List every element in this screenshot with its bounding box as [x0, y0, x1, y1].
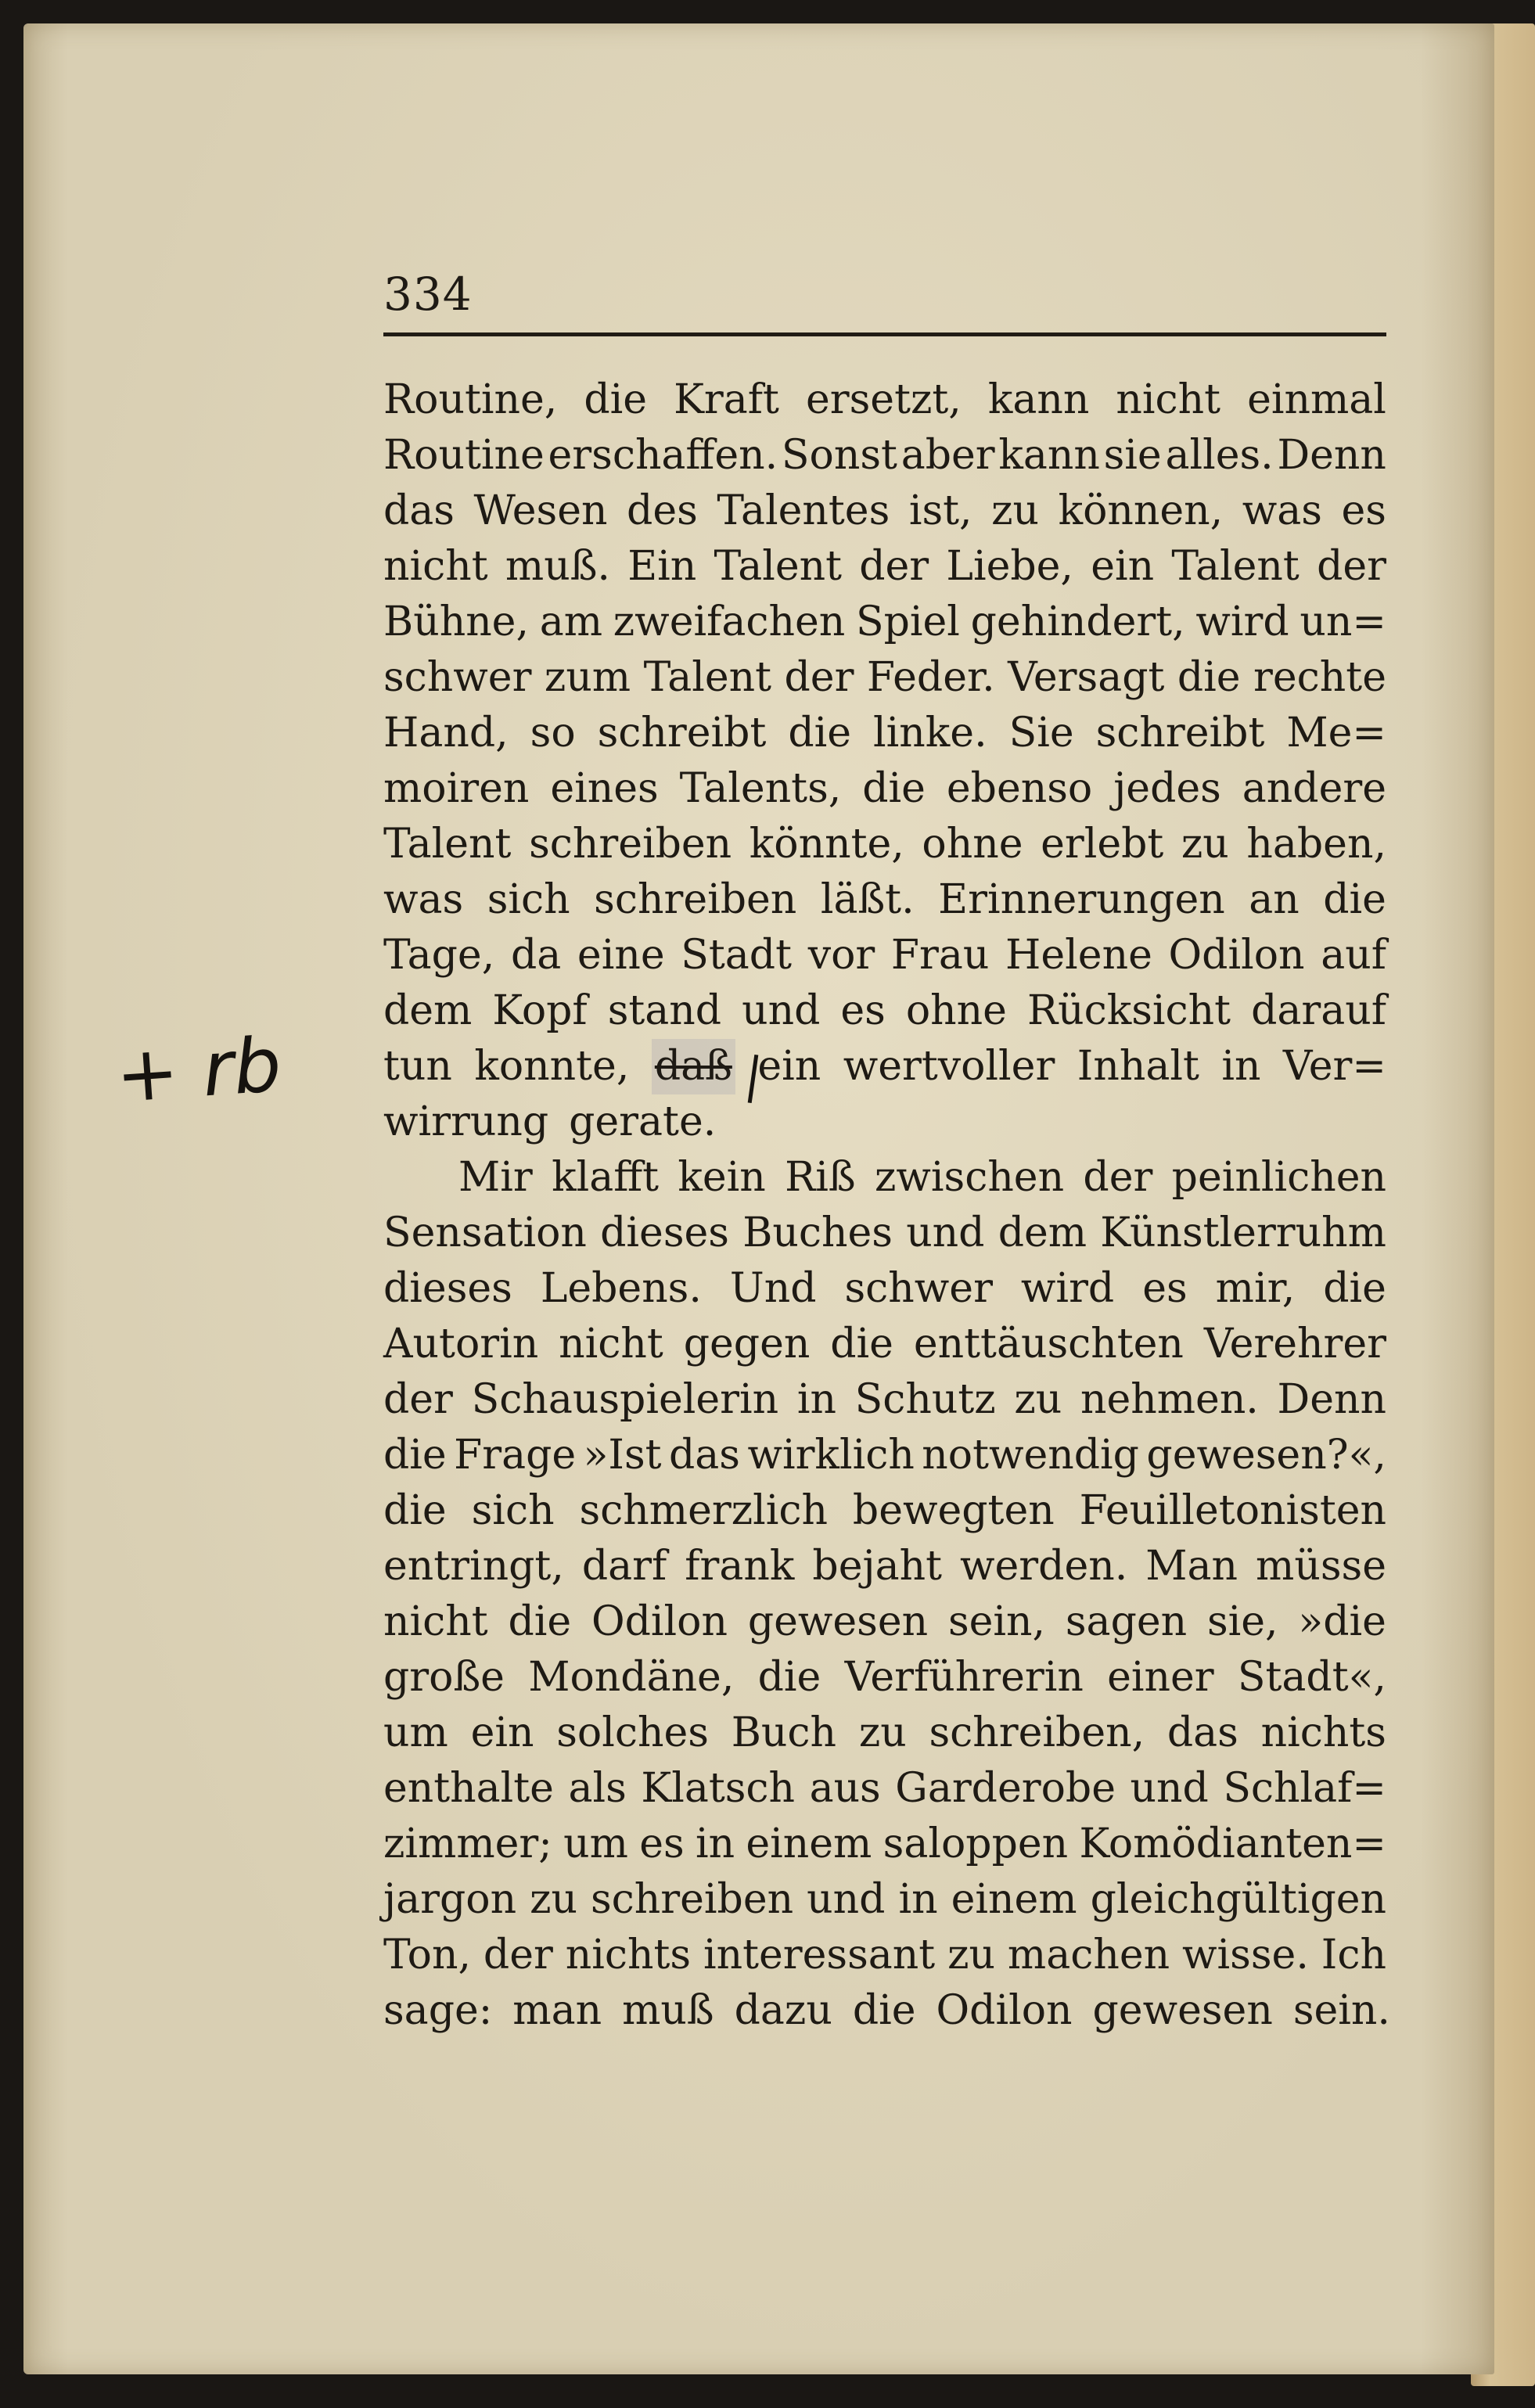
text-line	[383, 1372, 1386, 1428]
word: ein	[470, 1709, 534, 1756]
word: un=	[1300, 598, 1386, 645]
word: stand	[607, 987, 722, 1034]
word: das	[383, 487, 455, 534]
word: Odilon	[936, 1987, 1073, 2034]
word: Talent	[1171, 543, 1300, 590]
word: rechte	[1253, 654, 1386, 701]
word: Kraft	[674, 376, 779, 423]
word: ohne	[922, 821, 1023, 868]
word: gewesen	[747, 1598, 929, 1645]
word: auf	[1321, 932, 1386, 979]
word: an	[1249, 876, 1300, 923]
word: gegen	[683, 1321, 811, 1368]
word: notwendig	[922, 1432, 1139, 1479]
word: Mondäne,	[528, 1654, 735, 1701]
word: Stadt«,	[1237, 1654, 1386, 1701]
word: die	[584, 376, 648, 423]
word: Schauspielerin	[471, 1376, 779, 1423]
word: dem	[383, 987, 473, 1034]
text-line	[383, 761, 1386, 817]
word: die	[383, 1432, 447, 1479]
text-line	[383, 595, 1386, 650]
word: Routine	[383, 432, 545, 479]
word: die	[383, 1487, 447, 1534]
word: Ich	[1321, 1932, 1386, 1979]
word: Versagt	[1008, 654, 1165, 701]
text-line	[383, 1539, 1386, 1594]
text-line	[383, 1594, 1386, 1650]
word: und	[742, 987, 821, 1034]
word: um	[383, 1709, 448, 1756]
word: Frage	[454, 1432, 577, 1479]
word: die	[1323, 1265, 1386, 1312]
word: das	[669, 1432, 740, 1479]
word: Lebens.	[540, 1265, 702, 1312]
word: eines	[550, 765, 659, 812]
word: Schlaf=	[1223, 1765, 1386, 1812]
word: klafft	[552, 1154, 660, 1201]
word: man	[512, 1987, 602, 2034]
word: müsse	[1256, 1543, 1386, 1590]
text-line	[383, 1094, 1386, 1150]
word: Talent	[714, 543, 842, 590]
word: Erinnerungen	[938, 876, 1225, 923]
word: Odilon	[591, 1598, 728, 1645]
word: der	[483, 1932, 553, 1979]
word: dieses	[600, 1209, 729, 1256]
word: Verehrer	[1203, 1321, 1386, 1368]
word: dieses	[383, 1265, 512, 1312]
word: entringt,	[383, 1543, 564, 1590]
word: Künstlerruhm	[1100, 1209, 1386, 1256]
word: erlebt	[1041, 821, 1164, 868]
text-line	[383, 1317, 1386, 1372]
word: andere	[1242, 765, 1386, 812]
word: alles.	[1165, 432, 1274, 479]
word: Talents,	[679, 765, 842, 812]
text-line	[383, 706, 1386, 761]
text-line	[383, 1428, 1386, 1483]
word: Spiel	[855, 598, 960, 645]
word: nicht	[1116, 376, 1221, 423]
word: um	[563, 1820, 628, 1867]
word: sagen	[1065, 1598, 1188, 1645]
word: zum	[544, 654, 631, 701]
word: es	[840, 987, 886, 1034]
word: läßt.	[820, 876, 915, 923]
word: mir,	[1215, 1265, 1296, 1312]
word: machen	[1007, 1932, 1170, 1979]
word: große	[383, 1654, 505, 1701]
word: bejaht	[812, 1543, 942, 1590]
word: eine	[577, 932, 665, 979]
word: solches	[556, 1709, 709, 1756]
text-line	[383, 1761, 1386, 1817]
word: wirrung	[383, 1098, 549, 1145]
word: saloppen	[883, 1820, 1069, 1867]
word: schwer	[844, 1265, 993, 1312]
word: wird	[1020, 1265, 1115, 1312]
word: ebenso	[946, 765, 1093, 812]
word: Tage,	[383, 932, 495, 979]
word: wird	[1195, 598, 1289, 645]
word: und	[807, 1876, 886, 1923]
book-page	[23, 23, 1494, 2374]
word: wisse.	[1182, 1932, 1309, 1979]
text-line	[383, 983, 1386, 1039]
word: als	[568, 1765, 627, 1812]
word: dazu	[734, 1987, 832, 2034]
word: gehindert,	[970, 598, 1185, 645]
word: die	[508, 1598, 572, 1645]
word: Riß	[785, 1154, 856, 1201]
text-line	[383, 928, 1386, 983]
word: schreibt	[597, 710, 767, 757]
word: Liebe,	[946, 543, 1073, 590]
word: wertvoller	[843, 1043, 1055, 1090]
word: der	[859, 543, 929, 590]
word: jedes	[1113, 765, 1221, 812]
word: einem	[951, 1876, 1077, 1923]
word: in	[796, 1376, 836, 1423]
word: nichts	[1260, 1709, 1386, 1756]
word: Man	[1145, 1543, 1238, 1590]
word: Verführerin	[844, 1654, 1084, 1701]
word: darauf	[1251, 987, 1386, 1034]
word: es	[639, 1820, 685, 1867]
word: zu	[530, 1876, 577, 1923]
word: nicht	[383, 1598, 488, 1645]
word: Schutz	[854, 1376, 996, 1423]
word: Buches	[742, 1209, 893, 1256]
word: schreiben	[529, 821, 732, 868]
word: schreiben	[591, 1876, 794, 1923]
word: sich	[471, 1487, 555, 1534]
word: Rücksicht	[1026, 987, 1231, 1034]
word: kann	[987, 376, 1090, 423]
word: Sie	[1008, 710, 1074, 757]
word: muß.	[505, 543, 610, 590]
text-line	[383, 483, 1386, 539]
word: moiren	[383, 765, 530, 812]
word: peinlichen	[1171, 1154, 1386, 1201]
word: »die	[1298, 1598, 1386, 1645]
word: aber	[901, 432, 995, 479]
word: in	[1221, 1043, 1261, 1090]
word: zu	[858, 1709, 907, 1756]
word: darf	[581, 1543, 667, 1590]
word: Frau	[890, 932, 990, 979]
text-line	[383, 1705, 1386, 1761]
word: die	[757, 1654, 821, 1701]
header-rule	[383, 332, 1386, 336]
word: dem	[998, 1209, 1087, 1256]
word: einmal	[1247, 376, 1386, 423]
word: Denn	[1277, 1376, 1386, 1423]
text-line	[383, 1206, 1386, 1261]
word: Stadt	[681, 932, 792, 979]
word: aus	[809, 1765, 881, 1812]
word: gleichgültigen	[1090, 1876, 1386, 1923]
text-line	[383, 1261, 1386, 1317]
word: Talentes	[717, 487, 890, 534]
word: zweifachen	[613, 598, 846, 645]
word: Feder.	[866, 654, 995, 701]
word: ein	[1091, 543, 1155, 590]
word: die	[788, 710, 852, 757]
word: interessant	[703, 1932, 936, 1979]
word: Wesen	[473, 487, 608, 534]
word: Bühne,	[383, 598, 529, 645]
text-line	[383, 650, 1386, 706]
word: Sensation	[383, 1209, 587, 1256]
word: Ton,	[383, 1932, 471, 1979]
word: gewesen?«,	[1146, 1432, 1386, 1479]
word: haben,	[1246, 821, 1386, 868]
word: nicht	[559, 1321, 663, 1368]
word: linke.	[873, 710, 987, 757]
struck-word: daß	[652, 1039, 735, 1094]
word: Mir	[458, 1154, 533, 1201]
word: die	[862, 765, 926, 812]
page-number: 334	[383, 268, 473, 321]
word: sein.	[1292, 1987, 1390, 2034]
word: zu	[991, 487, 1040, 534]
text-line	[383, 872, 1386, 928]
word: Komödianten=	[1079, 1820, 1386, 1867]
word: erschaffen.	[548, 432, 778, 479]
word: der	[383, 1376, 453, 1423]
word: Garderobe	[895, 1765, 1116, 1812]
margin-handwritten-note: + rb	[113, 1020, 285, 1120]
word: Odilon	[1168, 932, 1305, 979]
word: es	[1142, 1265, 1188, 1312]
word: der	[784, 654, 854, 701]
word: sie	[1103, 432, 1162, 479]
word: und	[1130, 1765, 1209, 1812]
word: Feuilletonisten	[1079, 1487, 1386, 1534]
word: jargon	[383, 1876, 517, 1923]
word: schwer	[383, 654, 532, 701]
word: Autorin	[383, 1321, 539, 1368]
text-line	[383, 1039, 1386, 1094]
word: muß	[622, 1987, 714, 2034]
word: der	[1317, 543, 1386, 590]
word: sein,	[947, 1598, 1046, 1645]
word: nehmen.	[1080, 1376, 1259, 1423]
word: so	[530, 710, 576, 757]
word: Me=	[1286, 710, 1386, 757]
word: zu	[1181, 821, 1229, 868]
word: Inhalt	[1077, 1043, 1199, 1090]
word: Ein	[627, 543, 697, 590]
word: Denn	[1277, 432, 1386, 479]
word: tun	[383, 1043, 452, 1090]
word: Buch	[731, 1709, 837, 1756]
text-line	[383, 539, 1386, 595]
word: des	[627, 487, 698, 534]
word: was	[1242, 487, 1322, 534]
word: Ver=	[1282, 1043, 1386, 1090]
word: kann	[998, 432, 1100, 479]
word: konnte,	[474, 1043, 630, 1090]
word: ohne	[905, 987, 1007, 1034]
word: zu	[1014, 1376, 1062, 1423]
word: der	[1083, 1154, 1153, 1201]
word: die	[852, 1987, 916, 2034]
word: vor	[807, 932, 875, 979]
word: Talent	[383, 821, 512, 868]
word: Routine,	[383, 376, 558, 423]
word: werden.	[960, 1543, 1128, 1590]
word: Kopf	[492, 987, 588, 1034]
word: frank	[685, 1543, 795, 1590]
word: am	[539, 598, 603, 645]
word: die	[1177, 654, 1241, 701]
word: zimmer;	[383, 1820, 552, 1867]
word: schmerzlich	[579, 1487, 828, 1534]
word: Und	[729, 1265, 817, 1312]
word: die	[1323, 876, 1386, 923]
word: da	[510, 932, 562, 979]
word: können,	[1058, 487, 1224, 534]
word: schreiben	[594, 876, 797, 923]
word: gewesen	[1092, 1987, 1273, 2034]
word: enthalte	[383, 1765, 554, 1812]
word: ein	[757, 1043, 821, 1090]
text-line	[383, 1650, 1386, 1705]
word: gerate.	[569, 1098, 717, 1145]
word: sage:	[383, 1987, 493, 2034]
word: sich	[487, 876, 570, 923]
text-line	[383, 1872, 1386, 1928]
word: sie,	[1206, 1598, 1278, 1645]
word: in	[898, 1876, 938, 1923]
word: Klatsch	[641, 1765, 796, 1812]
text-line	[383, 1928, 1386, 1983]
word: es	[1341, 487, 1386, 534]
text-line	[383, 817, 1386, 872]
word: schreibt	[1095, 710, 1265, 757]
word: und	[906, 1209, 985, 1256]
word: einer	[1107, 1654, 1214, 1701]
body-text	[383, 372, 1390, 2039]
word: in	[695, 1820, 735, 1867]
word: »Ist	[583, 1432, 662, 1479]
word: die	[830, 1321, 893, 1368]
text-line	[383, 1483, 1386, 1539]
word: nichts	[565, 1932, 692, 1979]
text-line	[383, 428, 1386, 483]
word: Sonst	[781, 432, 897, 479]
word: Hand,	[383, 710, 509, 757]
word: zu	[947, 1932, 995, 1979]
word: könnte,	[749, 821, 904, 868]
word: bewegten	[852, 1487, 1055, 1534]
word: ersetzt,	[805, 376, 962, 423]
word: Helene	[1005, 932, 1152, 979]
text-line	[383, 1817, 1386, 1872]
word: kein	[678, 1154, 766, 1201]
word: ist,	[908, 487, 972, 534]
text-line	[383, 1150, 1386, 1206]
word: wirklich	[747, 1432, 915, 1479]
word: Talent	[643, 654, 772, 701]
word: schreiben,	[929, 1709, 1145, 1756]
word: nicht	[383, 543, 488, 590]
word: was	[383, 876, 464, 923]
text-line	[383, 372, 1386, 428]
word: zwischen	[874, 1154, 1065, 1201]
word: enttäuschten	[913, 1321, 1184, 1368]
word: einem	[746, 1820, 872, 1867]
word: das	[1167, 1709, 1238, 1756]
text-line	[383, 1983, 1390, 2039]
